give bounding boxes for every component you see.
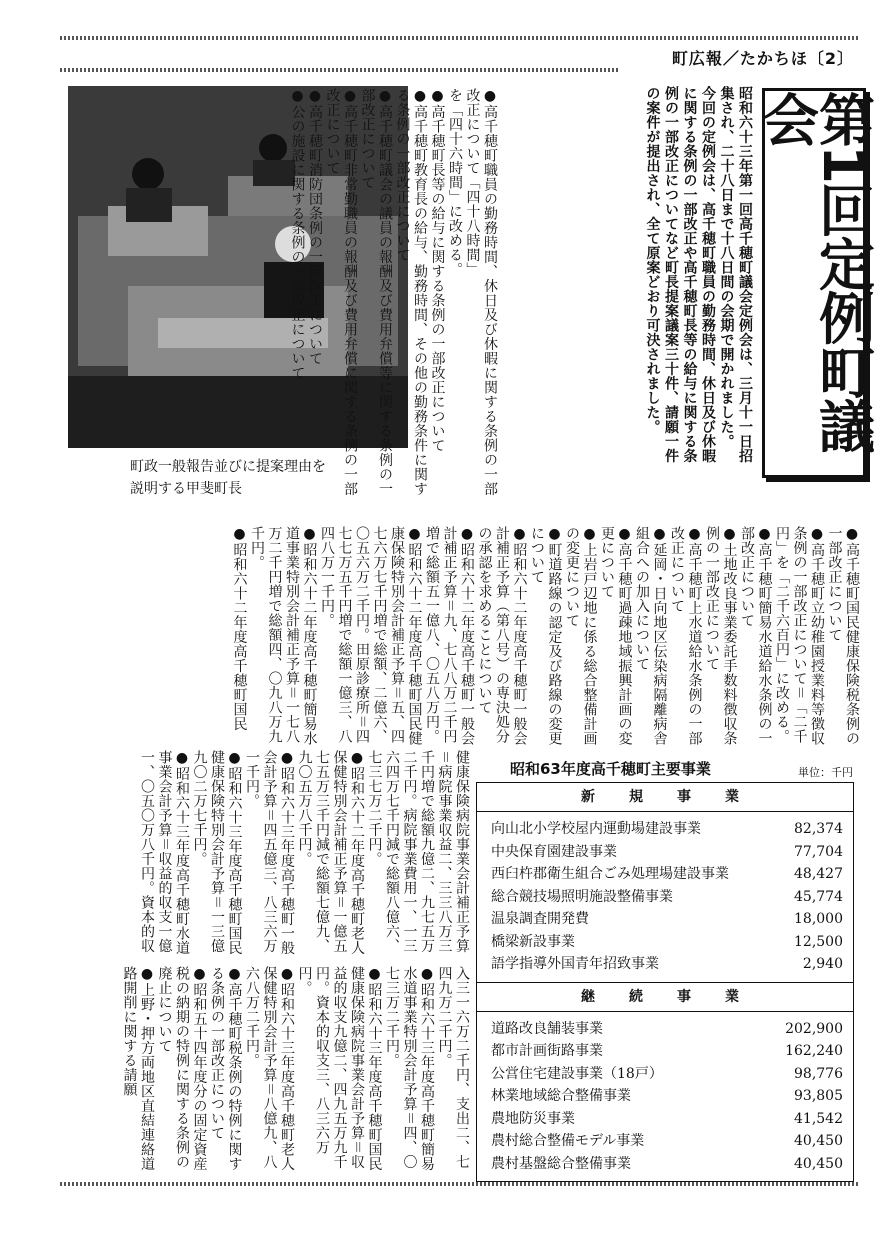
table-unit: 単位：千円	[798, 766, 853, 779]
lead-paragraph: 昭和六十三年第一回高千穂町議会定例会は、三月十一日招集され、二十八日まで十八日間の会期で開かれました。 今回の定例会は、高千穂町職員の勤務時間、休日及び休暇に関する条例の一部改正や高千穂町長等の給与に関する条例の一部改正についてなど町長提案議案三十件、請願一件の案件が提出され、全て原案どおり可決されました。	[644, 86, 753, 463]
photo-caption: 町政一般報告並びに提案理由を 説明する甲斐町長	[130, 459, 326, 497]
table-row: 西臼杵郡衛生組合ごみ処理場建設事業 48,427	[491, 866, 843, 882]
bottom-rule	[60, 1182, 860, 1186]
bottom-column-a: 健康保険病院事業会計補正予算＝病院事業収益二、三三八万三千円増で総額九億二、九七五万二千円。病院事業費用一、一三六四万七千円減で総額八億六、七三七万二千円。 ●昭和六十二年度高千穂町老人保健特別会計補正予算＝一億五七五万三千円減で総額七億九、九〇五万八千円。 ●昭和六十三年度高千穂町一般会計予算＝四五億三、八三六万一千円。 ●昭和六十三年度高千穂町国民健康保険特別会計予算＝一三億九〇二万七千円。 ●昭和六十三年度高千穂町水道事業会計予算＝収益的収支一億一、〇五〇万八千円。資本的収	[139, 750, 470, 955]
table-row: 橋梁新設事業 12,500	[491, 933, 843, 950]
mid-column: ●高千穂町国民健康保険税条例の一部改正について ●高千穂町立幼稚園授業料等徴収条例の一部改正について＝「二千円」を「二千六百円」に改める。 ●高千穂町簡易水道給水条例の一部改正について ●土地改良事業委託手数料徴収条例の一部改正について ●高千穂町上水道給水条例の一部改正について ●延岡・日向地区伝染病隔離病舎組合への加入について ●高千穂町過疎地域振興計画の変更について ●上岩戸辺地に係る総合整備計画の変更について ●町道路線の認定及び路線の変更について ●昭和六十二年度高千穂町一般会計補正予算（第八号）の専決処分の承認を求めることについて ●昭和六十二年度高千穂町一般会計補正予算＝九、七八八万二千円増で総額五一億八、〇五八万円。 ●昭和六十二年度高千穂町国民健康保険特別会計補正予算＝五、四七六万七千円増で総額、二億六、〇五六万二千円。田原診療所＝四七七万五千円増で総額一億三、八四八万一千円。 ●昭和六十二年度高千穂町簡易水道事業特別会計補正予算＝一七八万二千円増で総額四、〇九八万九千円。 ●昭和六十二年度高千穂町国民	[231, 526, 860, 746]
new-projects-heading: 新 規 事 業	[477, 783, 853, 812]
top-column-b: ●高千穂町職員の勤務時間、休日及び休暇に関する条例の一部改正について「四十八時間」 を「四十六時間」に改める。 ●高千穂町長等の給与に関する条例の一部改正について ●高千穂町教育長の給与、勤務時間、その他の勤務条件に関する条例の一部改正について ●高千穂町議会の議員の報酬及び費用弁償等に関する条例の一部改正について ●高千穂町非常勤職員の報酬及び費用弁償に関する条例の一部改正について ●高千穂町消防団条例の一部改正について ●公の施設に関する条例の一部改正について	[289, 88, 498, 496]
table-row: 温泉調査開発費 18,000	[491, 911, 843, 927]
page-header: 町広報／たかちほ〔2〕	[671, 49, 854, 68]
table-row: 公営住宅建設事業（18戸） 98,776	[491, 1065, 843, 1082]
table-row: 農村基盤総合整備事業 40,450	[491, 1155, 843, 1172]
bottom-column-b: 入三一六万二千円、支出二、七四九万二千円。 ●昭和六十三年度高千穂町簡易水道事業特別会計予算＝四、〇七三万二千円。 ●昭和六十三年度高千穂町国民健康保険病院事業会計予算＝収益的収支九億二、四九五万九千円。資本的収支三、八三六万円。 ●昭和六十三年度高千穂町老人保健特別会計予算＝八億九、八六八万二千円。 ●高千穂町税条例の特例に関する条例の一部改正について ●昭和五十四年度分の固定資産税の納期の特例に関する条例の廃止について ●上野・押方両地区直結連絡道路開削に関する請願	[121, 966, 470, 1171]
table-row: 総合競技場照明施設整備事業 45,774	[491, 888, 843, 905]
table-row: 中央保育園建設事業 77,704	[491, 843, 843, 860]
continuing-projects-rows	[477, 1012, 853, 1182]
table-row: 農地防災事業 41,542	[491, 1110, 843, 1127]
continuing-projects-heading: 継 続 事 業	[477, 982, 853, 1012]
article-title-box	[754, 88, 875, 478]
table-row: 農村総合整備モデル事業 40,450	[491, 1133, 843, 1149]
top-rule	[60, 36, 860, 40]
table-row: 語学指導外国青年招致事業 2,940	[491, 956, 843, 972]
table-row: 向山北小学校屋内運動場建設事業 82,374	[491, 821, 843, 837]
projects-table	[476, 782, 854, 1182]
article-title: 第1回定例町議会	[754, 91, 875, 452]
new-projects-rows	[477, 812, 853, 982]
table-title: 昭和63年度高千穂町主要事業	[510, 760, 711, 778]
table-row: 林業地域総合整備事業 93,805	[491, 1088, 843, 1104]
table-row: 道路改良舗装事業 202,900	[491, 1020, 843, 1037]
table-row: 都市計画街路事業 162,240	[491, 1043, 843, 1059]
header-rule	[60, 68, 620, 72]
